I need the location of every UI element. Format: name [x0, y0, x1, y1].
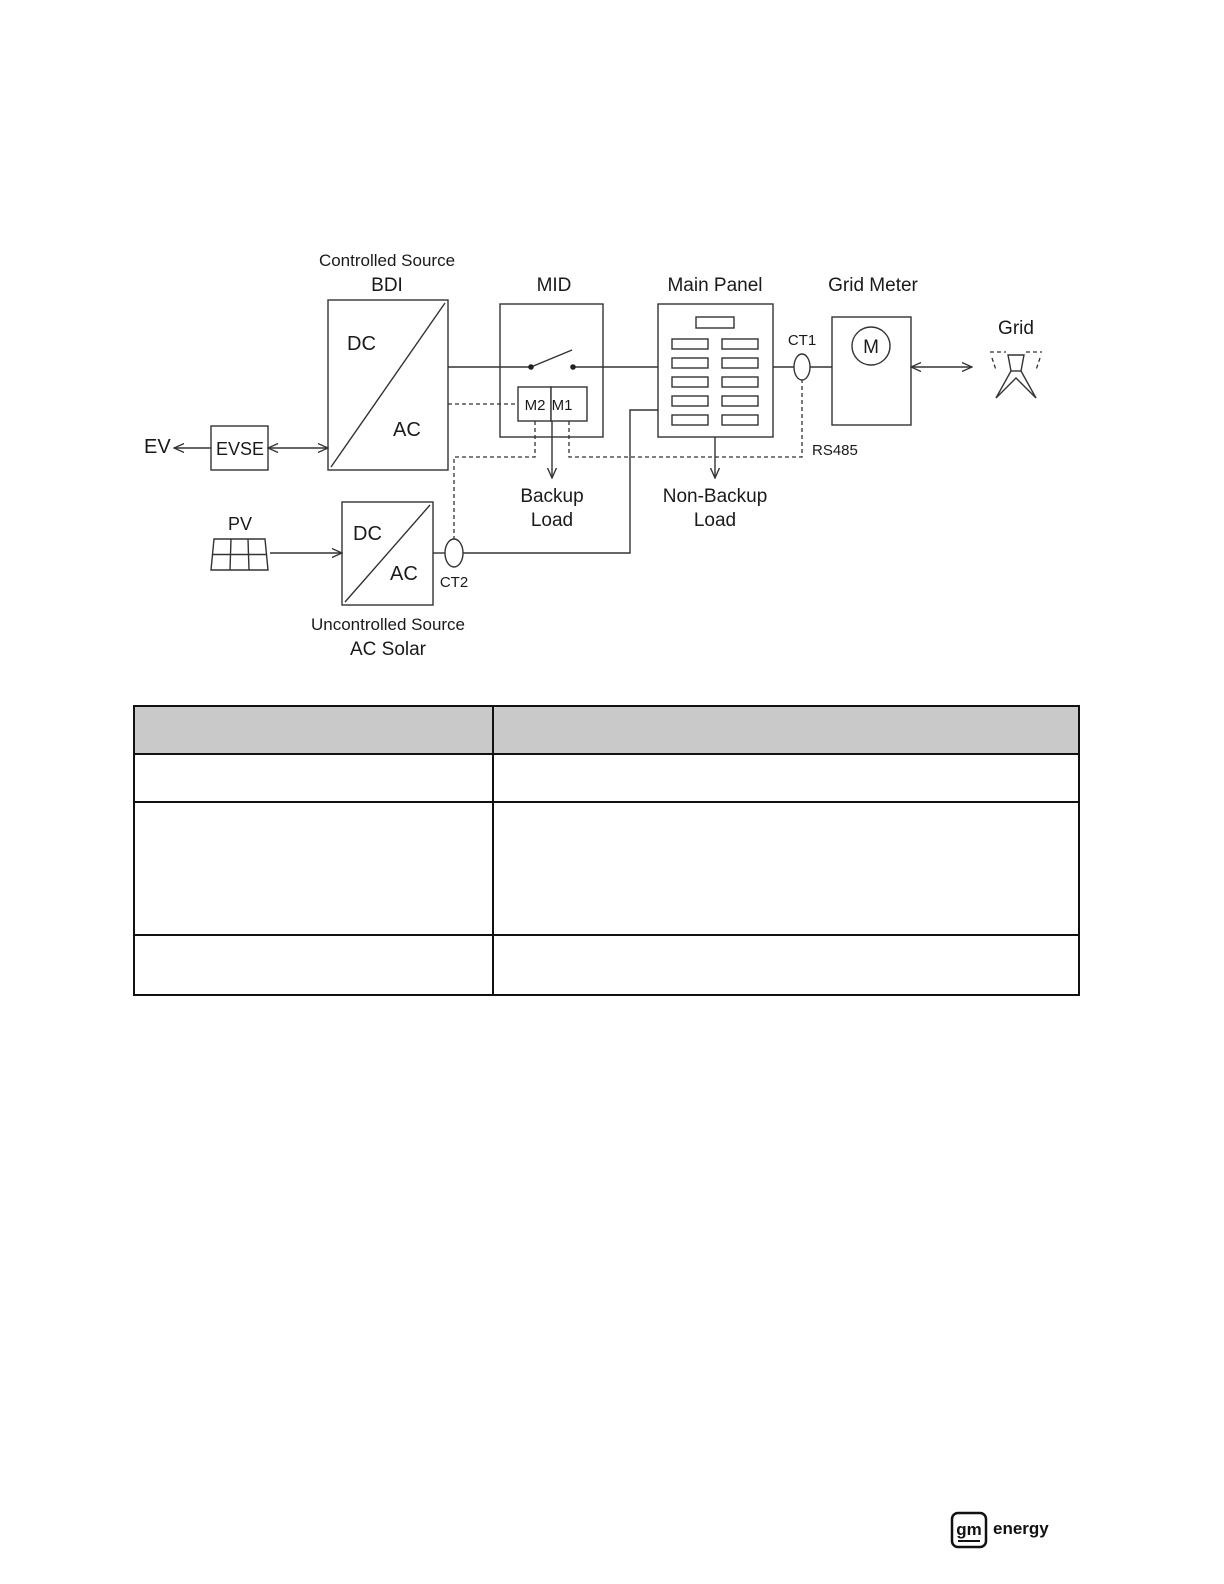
grid-title: Grid: [998, 318, 1034, 339]
table-cell: [493, 754, 1079, 802]
gm-energy-logo: [950, 1510, 1050, 1550]
bdi-ac-label: AC: [393, 419, 421, 441]
info-table: [133, 705, 1080, 996]
solar-panel-icon: [211, 539, 268, 570]
main-panel-title: Main Panel: [667, 275, 763, 296]
grid-meter-block: [828, 275, 918, 425]
pv-block: [211, 514, 268, 570]
meter-dial-label: M: [863, 337, 879, 358]
backup-load-label-line2: Load: [530, 510, 574, 531]
ct1-label: CT1: [787, 332, 817, 349]
bdi-dc-label: DC: [347, 333, 376, 355]
nonbackup-load-label-line2: Load: [693, 510, 737, 531]
transmission-tower-icon: [990, 352, 1042, 398]
table-cell: [134, 935, 493, 995]
bdi-title: BDI: [371, 275, 403, 296]
pv-label: PV: [227, 514, 253, 534]
mid-block: [500, 275, 603, 437]
solar-title: AC Solar: [349, 639, 427, 660]
table-cell: [493, 802, 1079, 935]
grid-meter-box: [832, 317, 911, 425]
bdi-caption: Controlled Source: [318, 251, 456, 270]
evse-label: EVSE: [215, 439, 265, 459]
table-header-row: [134, 706, 1079, 754]
mid-switch-contact-right: [570, 364, 576, 370]
grid-block: [990, 318, 1042, 398]
table-row: [134, 754, 1079, 802]
mid-switch-contact-left: [528, 364, 534, 370]
meter-m1-label: M1: [551, 397, 573, 414]
logo-mark: gm: [956, 1520, 982, 1539]
table-cell: [493, 935, 1079, 995]
table-header-cell: [134, 706, 493, 754]
grid-meter-title: Grid Meter: [828, 275, 918, 296]
rs485-label: RS485: [812, 442, 858, 459]
solar-ac-label: AC: [390, 563, 418, 585]
nonbackup-load-label-line1: Non-Backup: [662, 486, 768, 507]
table-cell: [134, 802, 493, 935]
table-row: [134, 802, 1079, 935]
system-wiring-diagram: [0, 0, 1224, 700]
meter-m2-label: M2: [524, 397, 546, 414]
bdi-block: [319, 251, 455, 470]
ct1-sensor: [788, 332, 816, 380]
main-panel-block: [658, 275, 773, 437]
ev-label: EV: [144, 436, 171, 458]
main-breaker: [696, 317, 734, 328]
solar-dc-label: DC: [353, 523, 382, 545]
solar-caption: Uncontrolled Source: [310, 615, 466, 634]
mid-title: MID: [536, 275, 572, 296]
ct2-sensor: [440, 539, 468, 591]
backup-load-label-line1: Backup: [520, 486, 584, 507]
table-row: [134, 935, 1079, 995]
logo-text: energy: [993, 1519, 1049, 1538]
table-header-cell: [493, 706, 1079, 754]
table-cell: [134, 754, 493, 802]
ct2-label: CT2: [439, 574, 469, 591]
